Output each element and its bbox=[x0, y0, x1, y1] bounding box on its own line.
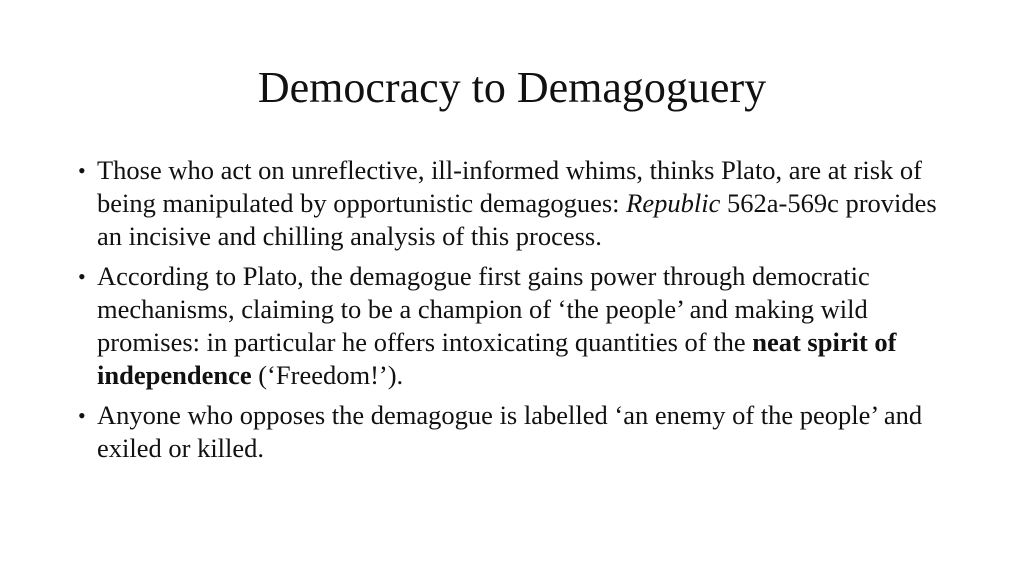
bullet-1-text-end: 562a-569c provides an incisive and chilling analysis of this process. bbox=[97, 188, 937, 251]
republic-citation: Republic bbox=[626, 188, 721, 218]
bullet-dot-icon: • bbox=[78, 264, 86, 289]
bullet-dot-icon: • bbox=[78, 403, 86, 428]
bullet-3-text: Anyone who opposes the demagogue is labelled ‘an enemy of the people’ and exiled or killed. bbox=[97, 400, 923, 463]
bullet-item-3 bbox=[78, 399, 968, 465]
bullet-item-1 bbox=[78, 154, 968, 253]
slide-title: Democracy to Demagoguery bbox=[257, 63, 767, 112]
bullet-list bbox=[78, 154, 968, 472]
bullet-item-2 bbox=[78, 260, 968, 392]
bullet-2-text-end: (‘Freedom!’). bbox=[251, 360, 404, 390]
bullet-dot-icon: • bbox=[78, 158, 86, 183]
emphasis-phrase: neat spirit of independence bbox=[97, 327, 897, 390]
bullet-1-text: Those who act on unreflective, ill-informed whims, thinks Plato, are at risk of being manipulated by opportunistic demagogues: bbox=[97, 155, 922, 218]
bullet-2-text: According to Plato, the demagogue first gains power through democratic mechanisms, claiming to be a champion of ‘the people’ and making wild promises: in particular he offers intoxicating quantities of the bbox=[97, 261, 870, 357]
